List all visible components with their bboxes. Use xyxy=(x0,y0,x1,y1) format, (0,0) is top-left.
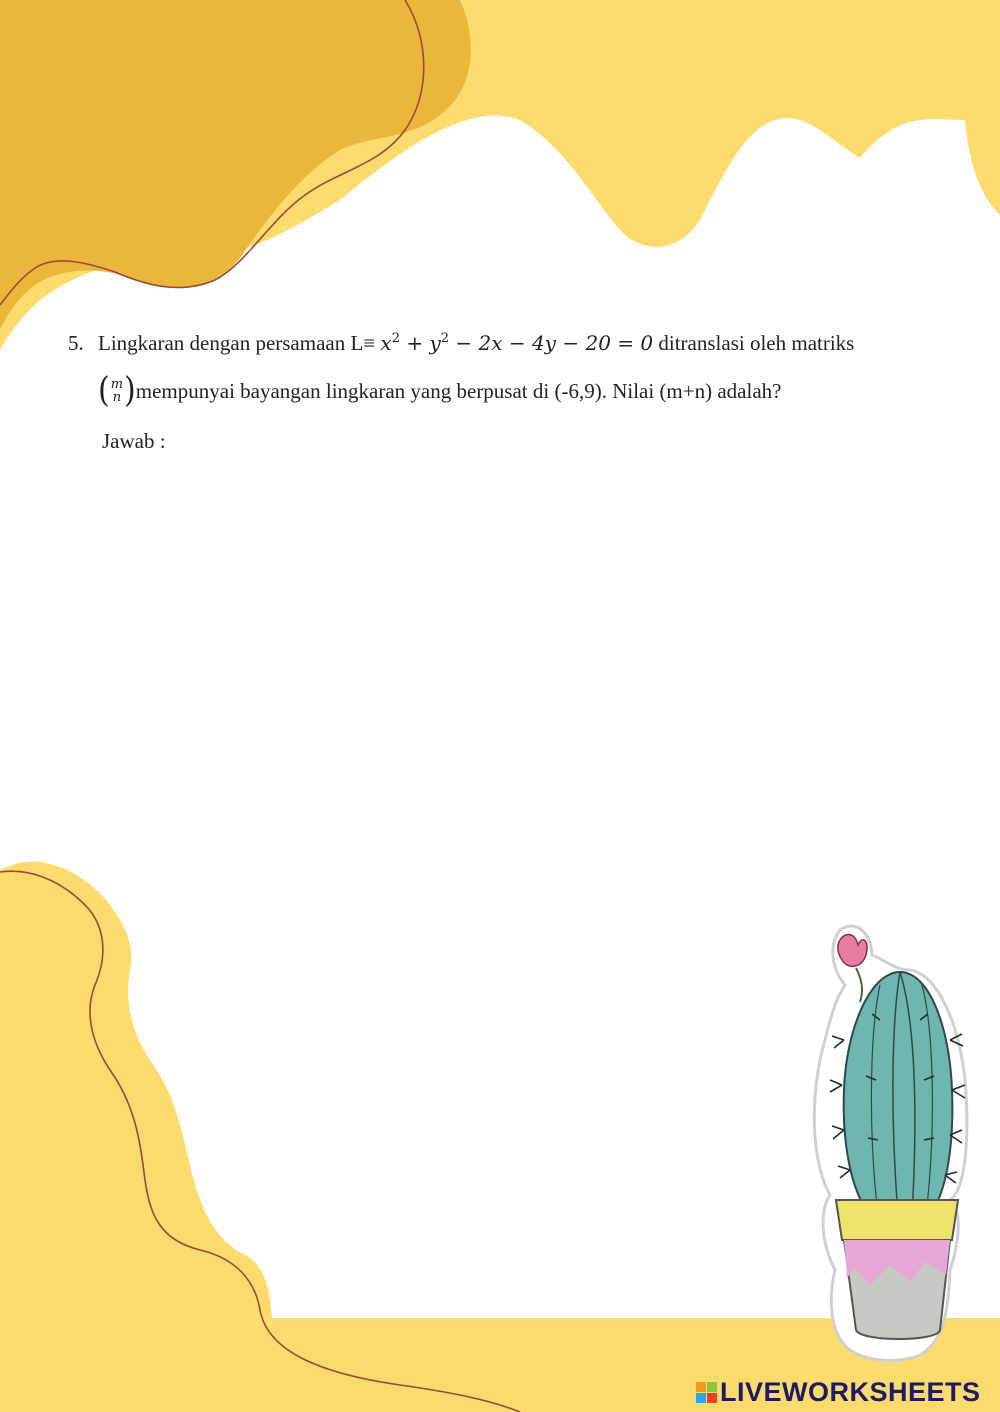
logo-badge-icon xyxy=(696,1382,717,1403)
logo-text: LIVEWORKSHEETS xyxy=(720,1376,981,1407)
eq-x-exponent: 2 xyxy=(391,331,400,346)
question-text-start: Lingkaran dengan persamaan L≡ xyxy=(98,331,376,355)
answer-label: Jawab : xyxy=(102,429,166,453)
matrix-n: n xyxy=(112,390,122,405)
question-text-end: ditranslasi oleh matriks xyxy=(658,331,855,355)
eq-x: x xyxy=(380,331,392,355)
question-block xyxy=(68,326,948,458)
question-line-1 xyxy=(68,326,948,360)
cactus-pot-rim xyxy=(836,1200,958,1240)
question-text-line2: mempunyai bayangan lingkaran yang berpusat di (-6,9). Nilai (m+n) adalah? xyxy=(135,379,782,403)
question-line-2 xyxy=(68,370,948,411)
cactus-illustration xyxy=(800,910,980,1370)
cactus-flower xyxy=(838,935,867,967)
eq-y-exponent: 2 xyxy=(440,331,450,346)
liveworksheets-logo xyxy=(696,1374,981,1410)
matrix-column xyxy=(111,378,123,404)
matrix-left-paren: ( xyxy=(98,370,110,411)
translation-matrix xyxy=(98,370,136,411)
matrix-m: m xyxy=(110,377,124,392)
matrix-right-paren: ) xyxy=(124,370,136,411)
circle-equation xyxy=(380,331,653,355)
question-number: 5. xyxy=(68,331,84,355)
eq-y: y xyxy=(429,331,441,355)
eq-plus: + xyxy=(406,331,424,355)
eq-rest: − 2x − 4y − 20 = 0 xyxy=(455,331,654,355)
